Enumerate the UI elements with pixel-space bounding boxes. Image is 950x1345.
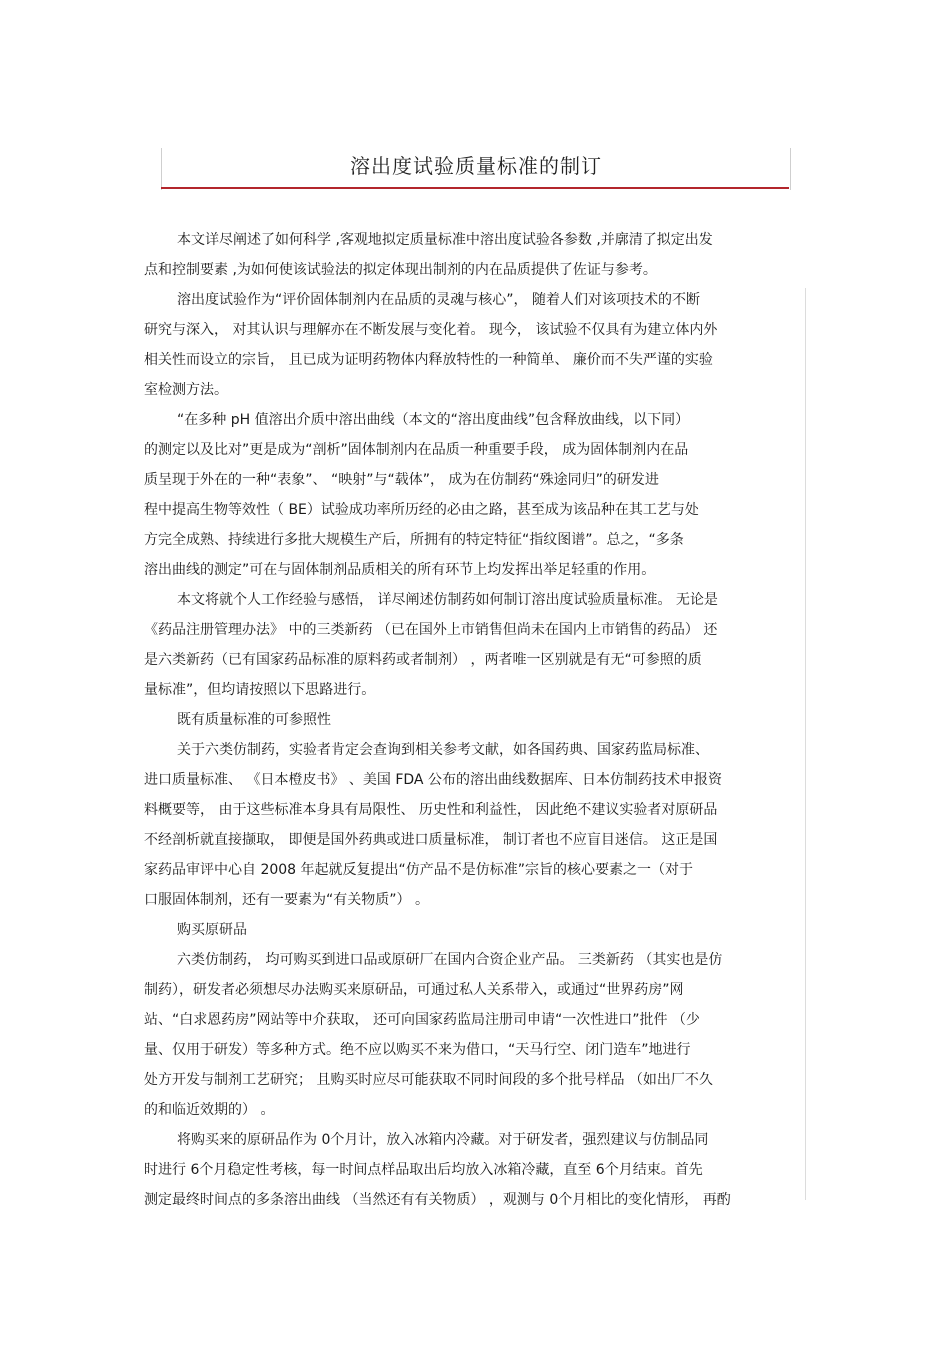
paragraph-line: 《药品注册管理办法》 中的三类新药 （已在国外上市销售但尚未在国内上市销售的药品） 还 (144, 622, 718, 638)
paragraph-line: 研究与深入， 对其认识与理解亦在不断发展与变化着。 现今， 该试验不仅具有为建立体内外 (144, 318, 806, 348)
section-heading: 既有质量标准的可参照性 (177, 712, 331, 728)
paragraph-line: 站、“白求恩药房”网站等中介获取， 还可向国家药监局注册司申请“一次性进口”批件 （少 (144, 1012, 700, 1028)
section-heading: 购买原研品 (177, 922, 247, 938)
paragraph-line: 家药品审评中心自 2008 年起就反复提出“仿产品不是仿标准”宗旨的核心要素之一（对于 (144, 862, 694, 878)
paragraph-line: 制药），研发者必须想尽办法购买来原研品，可通过私人关系带入，或通过“世界药房”网 (144, 982, 684, 998)
body-text (144, 228, 806, 1218)
paragraph-line: “在多种 pH 值溶出介质中溶出曲线（本文的“溶出度曲线”包含释放曲线，以下同） (177, 412, 690, 428)
paragraph-line: 相关性而设立的宗旨， 且已成为证明药物体内释放特性的一种简单、 廉价而不失严谨的实验 (144, 348, 806, 378)
paragraph-line: 点和控制要素 ,为如何使该试验法的拟定体现出制剂的内在品质提供了佐证与参考。 (144, 262, 657, 278)
paragraph-line: 的测定以及比对”更是成为“剖析”固体制剂内在品质一种重要手段， 成为固体制剂内在品 (144, 442, 689, 458)
page-title: 溶出度试验质量标准的制订 (350, 154, 602, 178)
paragraph-line: 质呈现于外在的一种“表象”、 “映射”与“载体”， 成为在仿制药“殊途同归”的研发进 (144, 472, 659, 488)
paragraph-line: 是六类新药（已有国家药品标准的原料药或者制剂） ，两者唯一区别就是有无“可参照的质 (144, 652, 702, 668)
paragraph-line: 本文将就个人工作经验与感悟， 详尽阐述仿制药如何制订溶出度试验质量标准。 无论是 (177, 592, 718, 608)
paragraph-line: 量、仅用于研发）等多种方式。绝不应以购买不来为借口，“天马行空、闭门造车”地进行 (144, 1042, 691, 1058)
paragraph-line: 时进行 6个月稳定性考核，每一时间点样品取出后均放入冰箱冷藏，直至 6个月结束。首先 (144, 1162, 703, 1178)
paragraph-line: 量标准”，但均请按照以下思路进行。 (144, 682, 376, 698)
paragraph-line: 将购买来的原研品作为 0个月计，放入冰箱内冷藏。对于研发者，强烈建议与仿制品同 (177, 1132, 709, 1148)
paragraph-line: 方完全成熟、持续进行多批大规模生产后，所拥有的特定特征“指纹图谱”。总之，“多条 (144, 532, 684, 548)
title-underline (161, 187, 789, 189)
paragraph-line: 溶出曲线的测定”可在与固体制剂品质相关的所有环节上均发挥出举足轻重的作用。 (144, 562, 656, 578)
paragraph-line: 测定最终时间点的多条溶出曲线 （当然还有有关物质） ，观测与 0个月相比的变化情形， 再酌 (144, 1192, 731, 1208)
paragraph-line: 六类仿制药， 均可购买到进口品或原研厂在国内合资企业产品。 三类新药 （其实也是仿 (177, 952, 723, 968)
paragraph-line: 口服固体制剂，还有一要素为“有关物质”） 。 (144, 892, 429, 908)
paragraph-line: 关于六类仿制药，实验者肯定会查询到相关参考文献，如各国药典、国家药监局标准、 (177, 742, 709, 758)
paragraph-line: 程中提高生物等效性（ BE）试验成功率所历经的必由之路，甚至成为该品种在其工艺与处 (144, 502, 699, 518)
paragraph-line: 室检测方法。 (144, 382, 228, 398)
title-box (161, 148, 791, 190)
paragraph-line: 处方开发与制剂工艺研究； 且购买时应尽可能获取不同时间段的多个批号样品 （如出厂不久 (144, 1072, 713, 1088)
paragraph-line: 料概要等， 由于这些标准本身具有局限性、 历史性和利益性， 因此绝不建议实验者对原研品 (144, 802, 718, 818)
paragraph-line: 进口质量标准、 《日本橙皮书》 、美国 FDA 公布的溶出曲线数据库、日本仿制药技术申报资 (144, 772, 722, 788)
paragraph-line: 本文详尽阐述了如何科学 ,客观地拟定质量标准中溶出度试验各参数 ,并廓清了拟定出发 (177, 232, 713, 248)
paragraph-line: 溶出度试验作为“评价固体制剂内在品质的灵魂与核心”， 随着人们对该项技术的不断 (144, 288, 806, 318)
paragraph-line: 不经剖析就直接撷取， 即便是国外药典或进口质量标准， 制订者也不应盲目迷信。 这正是国 (144, 832, 718, 848)
paragraph-line: 的和临近效期的） 。 (144, 1102, 275, 1118)
